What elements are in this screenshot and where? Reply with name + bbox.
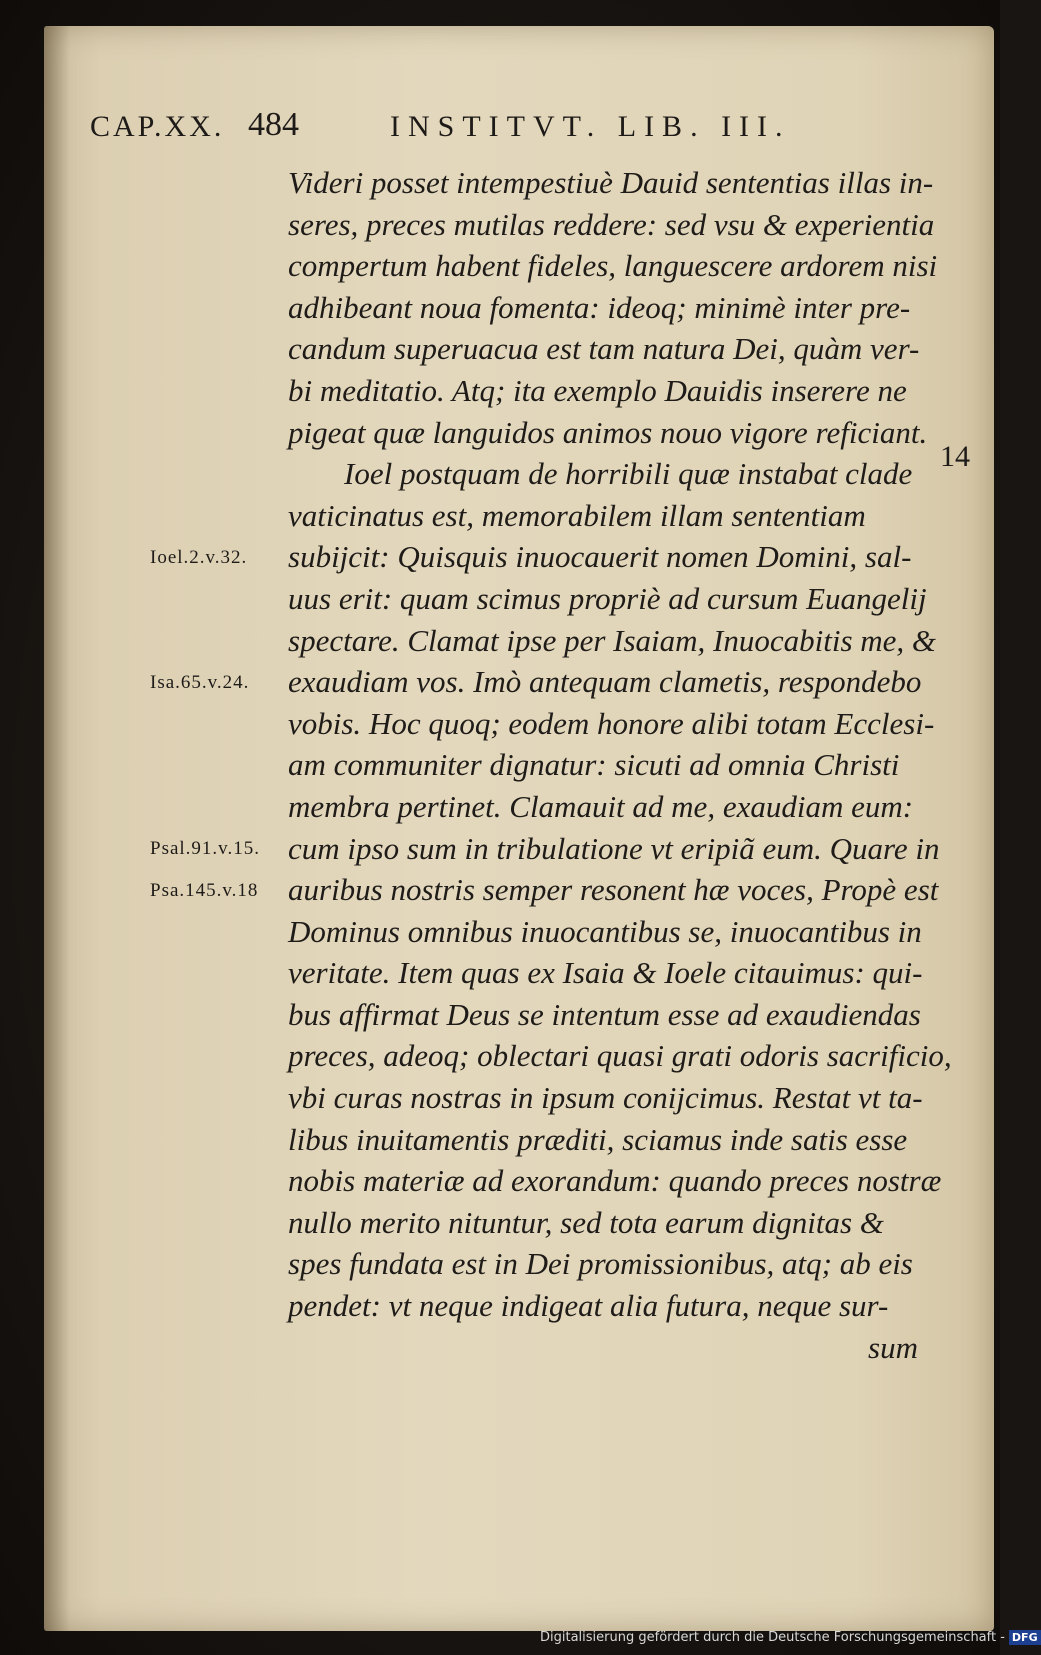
margin-reference: Isa.65.v.24. <box>150 672 250 693</box>
page-number: 484 <box>248 106 299 143</box>
text-line: auribus nostris semper resonent hæ voces, Propè est <box>288 872 939 908</box>
margin-reference: Psal.91.v.15. <box>150 838 260 859</box>
text-line: bi meditatio. Atq; ita exemplo Dauidis inserere ne <box>288 372 907 408</box>
text-line: am communiter dignatur: sicuti ad omnia Christi <box>288 747 900 783</box>
text-line: spectare. Clamat ipse per Isaiam, Inuocabitis me, & <box>288 622 937 658</box>
text-line: subijcit: Quisquis inuocauerit nomen Domini, sal- <box>288 539 912 575</box>
text-line: vaticinatus est, memorabilem illam sententiam <box>288 497 866 533</box>
margin-reference: Ioel.2.v.32. <box>150 547 248 568</box>
running-head <box>90 106 850 150</box>
section-number: 14 <box>940 440 970 473</box>
text-line: exaudiam vos. Imò antequam clametis, respondebo <box>288 664 922 700</box>
text-line: Videri posset intempestiuè Dauid sententias illas in- <box>288 165 934 200</box>
text-line: Dominus omnibus inuocantibus se, inuocantibus in <box>288 913 922 949</box>
text-line: membra pertinet. Clamauit ad me, exaudiam eum: <box>288 788 914 824</box>
book-title: INSTITVT. LIB. III. <box>390 110 791 143</box>
text-line: pendet: vt neque indigeat alia futura, neque sur- <box>288 1288 889 1324</box>
text-line: libus inuitamentis præditi, sciamus inde satis esse <box>288 1121 908 1157</box>
text-line: spes fundata est in Dei promissionibus, atq; ab eis <box>288 1246 913 1282</box>
text-line: veritate. Item quas ex Isaia & Ioele citauimus: qui- <box>288 955 923 991</box>
text-line: preces, adeoq; oblectari quasi grati odoris sacrificio, <box>288 1038 952 1074</box>
text-line: uus erit: quam scimus propriè ad cursum Euangelij <box>288 580 927 616</box>
margin-reference: Psa.145.v.18 <box>150 880 259 901</box>
text-line: bus affirmat Deus se intentum esse ad exaudiendas <box>288 996 921 1032</box>
text-line: cum ipso sum in tribulatione vt eripiã eum. Quare in <box>288 830 940 866</box>
text-line: compertum habent fideles, languescere ardorem nisi <box>288 248 938 284</box>
text-line: Ioel postquam de horribili quæ instabat clade <box>344 456 913 492</box>
text-line: nobis materiæ ad exorandum: quando preces nostræ <box>288 1163 942 1199</box>
text-line: vbi curas nostras in ipsum conijcimus. Restat vt ta- <box>288 1080 923 1116</box>
text-line: candum superuacua est tam natura Dei, quàm ver- <box>288 331 920 367</box>
dfg-logo: DFG <box>1009 1630 1041 1645</box>
text-line: seres, preces mutilas reddere: sed vsu & experientia <box>288 206 935 242</box>
text-line: adhibeant noua fomenta: ideoq; minimè inter pre- <box>288 289 911 325</box>
text-line: nullo merito nituntur, sed tota earum dignitas & <box>288 1204 884 1240</box>
funding-footer <box>540 1630 1038 1652</box>
text-line: pigeat quæ languidos animos nouo vigore reficiant. <box>288 414 928 450</box>
funding-text: Digitalisierung gefördert durch die Deutsche Forschungsgemeinschaft - <box>540 1630 1005 1645</box>
gutter-shadow <box>44 26 70 1631</box>
body-text <box>288 162 952 1368</box>
text-line: vobis. Hoc quoq; eodem honore alibi totam Ecclesi- <box>288 705 935 741</box>
catchword: sum <box>868 1329 918 1365</box>
chapter-label: CAP.XX. <box>90 110 225 143</box>
